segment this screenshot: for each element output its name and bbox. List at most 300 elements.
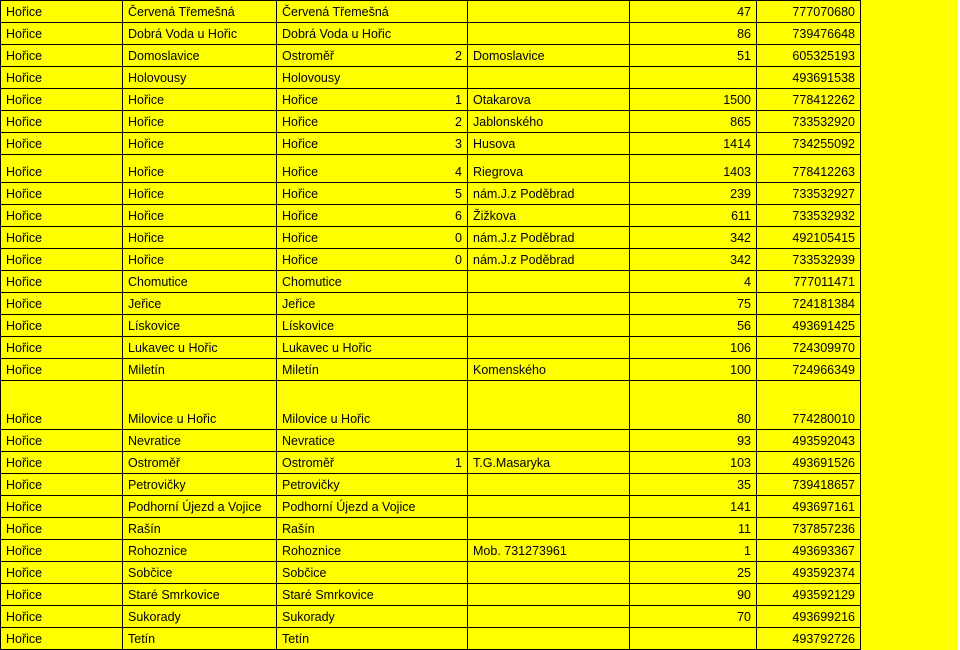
table-cell-c[interactable] <box>277 67 468 89</box>
cell-text-h: 737857236 <box>792 522 855 536</box>
table-cell-f[interactable] <box>468 23 630 45</box>
table-cell-c[interactable] <box>277 111 468 133</box>
cell-text-f: Mob. 731273961 <box>473 544 567 558</box>
cell-text-h: 733532939 <box>792 253 855 267</box>
table-cell-b[interactable] <box>123 540 277 562</box>
cell-text-h: 493693367 <box>792 544 855 558</box>
table-row <box>1 271 958 293</box>
cell-municipality-part: Rohoznice <box>282 544 342 558</box>
table-cell-h[interactable] <box>757 227 861 249</box>
cell-text-b: Nevratice <box>128 434 181 448</box>
table-cell-f[interactable] <box>468 111 630 133</box>
table-cell-g[interactable] <box>630 293 757 315</box>
cell-text-b: Červená Třemešná <box>128 5 235 19</box>
cell-text-a: Hořice <box>6 500 43 514</box>
table-cell-c[interactable] <box>277 496 468 518</box>
cell-municipality-part: Dobrá Voda u Hořic <box>282 27 392 41</box>
table-cell-b[interactable] <box>123 381 277 430</box>
table-cell-c[interactable] <box>277 271 468 293</box>
table-cell-g[interactable] <box>630 249 757 271</box>
table-cell-a[interactable] <box>1 540 123 562</box>
table-cell-h[interactable] <box>757 23 861 45</box>
cell-text-a: Hořice <box>6 137 43 151</box>
table-cell-g[interactable] <box>630 430 757 452</box>
table-cell-c[interactable] <box>277 452 468 474</box>
cell-text-a: Hořice <box>6 115 43 129</box>
cell-text-f: Otakarova <box>473 93 531 107</box>
cell-text-b: Podhorní Újezd a Vojice <box>128 500 262 514</box>
table-cell-f[interactable] <box>468 452 630 474</box>
table-cell-a[interactable] <box>1 293 123 315</box>
cell-municipality-part: Hořice <box>282 137 319 151</box>
table-cell-b[interactable] <box>123 271 277 293</box>
table-cell-c[interactable] <box>277 89 468 111</box>
table-cell-a[interactable] <box>1 359 123 381</box>
cell-municipality-part: Chomutice <box>282 275 342 289</box>
table-cell-g[interactable] <box>630 518 757 540</box>
cell-text-a: Hořice <box>6 341 43 355</box>
table-cell-b[interactable] <box>123 227 277 249</box>
table-row <box>1 540 958 562</box>
table-cell-g[interactable] <box>630 315 757 337</box>
cell-text-b: Sobčice <box>128 566 173 580</box>
cell-text-h: 605325193 <box>792 49 855 63</box>
cell-text-h: 493592374 <box>792 566 855 580</box>
table-cell-f[interactable] <box>468 496 630 518</box>
cell-text-b: Staré Smrkovice <box>128 588 220 602</box>
table-cell-a[interactable] <box>1 1 123 23</box>
table-cell-f[interactable] <box>468 293 630 315</box>
table-cell-b[interactable] <box>123 474 277 496</box>
table-cell-b[interactable] <box>123 67 277 89</box>
table-cell-f[interactable] <box>468 540 630 562</box>
table-row <box>1 452 958 474</box>
table-cell-g[interactable] <box>630 45 757 67</box>
cell-text-f: Domoslavice <box>473 49 545 63</box>
cell-municipality-part: Hořice <box>282 165 319 179</box>
table-row <box>1 183 958 205</box>
cell-text-a: Hořice <box>6 275 43 289</box>
table-cell-a[interactable] <box>1 227 123 249</box>
cell-text-a: Hořice <box>6 49 43 63</box>
table-cell-h[interactable] <box>757 452 861 474</box>
table-cell-b[interactable] <box>123 359 277 381</box>
table-cell-h[interactable] <box>757 540 861 562</box>
table-cell-g[interactable] <box>630 337 757 359</box>
cell-text-g: 865 <box>730 115 751 129</box>
cell-municipality-part: Hořice <box>282 209 319 223</box>
cell-text-h: 774280010 <box>792 412 855 426</box>
cell-text-b: Hořice <box>128 253 165 267</box>
cell-text-h: 778412263 <box>792 165 855 179</box>
table-cell-c[interactable] <box>277 183 468 205</box>
table-cell-h[interactable] <box>757 337 861 359</box>
cell-text-g: 90 <box>737 588 751 602</box>
cell-district-number: 4 <box>455 165 462 179</box>
table-cell-b[interactable] <box>123 337 277 359</box>
table-cell-a[interactable] <box>1 111 123 133</box>
table-cell-h[interactable] <box>757 111 861 133</box>
table-cell-h[interactable] <box>757 205 861 227</box>
table-cell-g[interactable] <box>630 452 757 474</box>
cell-municipality-part: Milovice u Hořic <box>282 412 371 426</box>
table-cell-b[interactable] <box>123 452 277 474</box>
cell-district-number: 1 <box>455 456 462 470</box>
table-row <box>1 23 958 45</box>
cell-text-g: 1414 <box>723 137 751 151</box>
cell-district-number: 3 <box>455 137 462 151</box>
table-cell-a[interactable] <box>1 183 123 205</box>
table-cell-g[interactable] <box>630 111 757 133</box>
table-cell-g[interactable] <box>630 23 757 45</box>
table-cell-g[interactable] <box>630 562 757 584</box>
table-cell-f[interactable] <box>468 89 630 111</box>
cell-text-g: 93 <box>737 434 751 448</box>
table-cell-b[interactable] <box>123 23 277 45</box>
table-cell-f[interactable] <box>468 359 630 381</box>
table-cell-b[interactable] <box>123 293 277 315</box>
table-cell-f[interactable] <box>468 249 630 271</box>
table-cell-g[interactable] <box>630 1 757 23</box>
table-cell-c[interactable] <box>277 23 468 45</box>
table-cell-a[interactable] <box>1 315 123 337</box>
table-cell-f[interactable] <box>468 315 630 337</box>
cell-district-number: 1 <box>455 93 462 107</box>
table-cell-g[interactable] <box>630 133 757 155</box>
cell-text-g: 80 <box>737 412 751 426</box>
table-cell-c[interactable] <box>277 45 468 67</box>
table-cell-c[interactable] <box>277 518 468 540</box>
table-cell-g[interactable] <box>630 227 757 249</box>
table-cell-f[interactable] <box>468 606 630 628</box>
cell-text-h: 493697161 <box>792 500 855 514</box>
table-row <box>1 111 958 133</box>
table-cell-f[interactable] <box>468 584 630 606</box>
table-row <box>1 293 958 315</box>
table-cell-h[interactable] <box>757 271 861 293</box>
table-row <box>1 205 958 227</box>
table-cell-b[interactable] <box>123 45 277 67</box>
table-cell-g[interactable] <box>630 584 757 606</box>
cell-text-a: Hořice <box>6 231 43 245</box>
table-cell-h[interactable] <box>757 249 861 271</box>
table-cell-h[interactable] <box>757 1 861 23</box>
table-cell-f[interactable] <box>468 271 630 293</box>
cell-district-number: 0 <box>455 253 462 267</box>
cell-text-h: 493691538 <box>792 71 855 85</box>
table-cell-b[interactable] <box>123 496 277 518</box>
cell-municipality-part: Podhorní Újezd a Vojice <box>282 500 416 514</box>
table-cell-b[interactable] <box>123 133 277 155</box>
table-cell-h[interactable] <box>757 359 861 381</box>
cell-municipality-part: Sobčice <box>282 566 327 580</box>
table-cell-a[interactable] <box>1 337 123 359</box>
table-cell-a[interactable] <box>1 606 123 628</box>
cell-municipality-part: Ostroměř <box>282 49 335 63</box>
table-cell-c[interactable] <box>277 584 468 606</box>
table-cell-a[interactable] <box>1 474 123 496</box>
cell-text-h: 724966349 <box>792 363 855 377</box>
table-cell-g[interactable] <box>630 271 757 293</box>
table-cell-c[interactable] <box>277 293 468 315</box>
table-cell-a[interactable] <box>1 133 123 155</box>
table-cell-a[interactable] <box>1 271 123 293</box>
table-cell-g[interactable] <box>630 89 757 111</box>
table-row <box>1 359 958 381</box>
table-cell-c[interactable] <box>277 540 468 562</box>
table-cell-b[interactable] <box>123 205 277 227</box>
table-cell-f[interactable] <box>468 562 630 584</box>
table-row <box>1 133 958 155</box>
table-cell-c[interactable] <box>277 1 468 23</box>
cell-municipality-part: Lískovice <box>282 319 335 333</box>
cell-municipality-part: Holovousy <box>282 71 341 85</box>
table-cell-g[interactable] <box>630 67 757 89</box>
cell-text-h: 734255092 <box>792 137 855 151</box>
cell-text-f: Jablonského <box>473 115 544 129</box>
table-body <box>1 1 958 650</box>
cell-text-h: 777011471 <box>793 275 855 289</box>
table-cell-a[interactable] <box>1 381 123 430</box>
cell-municipality-part: Hořice <box>282 187 319 201</box>
cell-municipality-part: Červená Třemešná <box>282 5 389 19</box>
cell-text-a: Hořice <box>6 363 43 377</box>
cell-text-g: 342 <box>730 231 751 245</box>
cell-text-a: Hořice <box>6 71 43 85</box>
cell-text-h: 739476648 <box>792 27 855 41</box>
cell-text-b: Hořice <box>128 165 165 179</box>
table-row <box>1 606 958 628</box>
cell-text-b: Lískovice <box>128 319 181 333</box>
table-cell-a[interactable] <box>1 584 123 606</box>
cell-district-number: 2 <box>455 115 462 129</box>
table-row <box>1 337 958 359</box>
table-cell-a[interactable] <box>1 45 123 67</box>
table-cell-h[interactable] <box>757 518 861 540</box>
cell-text-a: Hořice <box>6 522 43 536</box>
cell-text-b: Lukavec u Hořic <box>128 341 218 355</box>
table-cell-f[interactable] <box>468 381 630 430</box>
table-cell-f[interactable] <box>468 67 630 89</box>
table-cell-b[interactable] <box>123 111 277 133</box>
cell-municipality-part: Lukavec u Hořic <box>282 341 372 355</box>
cell-text-a: Hořice <box>6 27 43 41</box>
table-cell-g[interactable] <box>630 606 757 628</box>
table-cell-f[interactable] <box>468 183 630 205</box>
cell-text-f: T.G.Masaryka <box>473 456 551 470</box>
table-cell-a[interactable] <box>1 562 123 584</box>
table-cell-c[interactable] <box>277 249 468 271</box>
cell-text-g: 35 <box>737 478 751 492</box>
table-cell-h[interactable] <box>757 315 861 337</box>
cell-municipality-part: Hořice <box>282 231 319 245</box>
table-cell-h[interactable] <box>757 606 861 628</box>
table-cell-c[interactable] <box>277 227 468 249</box>
table-cell-g[interactable] <box>630 381 757 430</box>
cell-text-b: Milovice u Hořic <box>128 412 217 426</box>
table-cell-c[interactable] <box>277 606 468 628</box>
cell-text-g: 611 <box>731 209 751 223</box>
cell-text-g: 141 <box>730 500 751 514</box>
table-cell-b[interactable] <box>123 562 277 584</box>
cell-text-a: Hořice <box>6 209 43 223</box>
table-cell-a[interactable] <box>1 249 123 271</box>
table-cell-h[interactable] <box>757 474 861 496</box>
cell-text-a: Hořice <box>6 319 43 333</box>
cell-text-f: nám.J.z Poděbrad <box>473 187 575 201</box>
table-cell-h[interactable] <box>757 67 861 89</box>
cell-text-a: Hořice <box>6 93 43 107</box>
table-cell-h[interactable] <box>757 562 861 584</box>
cell-text-b: Ostroměř <box>128 456 181 470</box>
cell-text-g: 103 <box>730 456 751 470</box>
cell-text-a: Hořice <box>6 434 43 448</box>
table-cell-f[interactable] <box>468 1 630 23</box>
table-cell-f[interactable] <box>468 227 630 249</box>
cell-text-a: Hořice <box>6 566 43 580</box>
cell-text-b: Holovousy <box>128 71 187 85</box>
cell-text-h: 493691526 <box>792 456 855 470</box>
cell-text-g: 106 <box>730 341 751 355</box>
cell-district-number: 5 <box>455 187 462 201</box>
cell-text-f: Žižkova <box>473 209 517 223</box>
table-cell-g[interactable] <box>630 359 757 381</box>
cell-text-h: 739418657 <box>792 478 855 492</box>
table-cell-a[interactable] <box>1 452 123 474</box>
table-cell-f[interactable] <box>468 430 630 452</box>
table-cell-c[interactable] <box>277 337 468 359</box>
table-row <box>1 249 958 271</box>
cell-text-b: Hořice <box>128 115 165 129</box>
table-cell-c[interactable] <box>277 205 468 227</box>
cell-district-number: 6 <box>455 209 462 223</box>
cell-text-g: 239 <box>730 187 751 201</box>
cell-text-f: nám.J.z Poděbrad <box>473 231 575 245</box>
table-cell-b[interactable] <box>123 89 277 111</box>
table-cell-h[interactable] <box>757 133 861 155</box>
table-cell-a[interactable] <box>1 155 123 183</box>
table-cell-h[interactable] <box>757 430 861 452</box>
table-cell-b[interactable] <box>123 183 277 205</box>
cell-municipality-part: Sukorady <box>282 610 335 624</box>
cell-text-b: Rašín <box>128 522 161 536</box>
table-cell-c[interactable] <box>277 430 468 452</box>
table-cell-b[interactable] <box>123 584 277 606</box>
table-cell-a[interactable] <box>1 205 123 227</box>
cell-municipality-part: Jeřice <box>282 297 316 311</box>
table-cell-b[interactable] <box>123 249 277 271</box>
cell-text-g: 51 <box>737 49 751 63</box>
table-cell-c[interactable] <box>277 155 468 183</box>
table-cell-b[interactable] <box>123 606 277 628</box>
cell-text-h: 777070680 <box>792 5 855 19</box>
table-cell-h[interactable] <box>757 293 861 315</box>
table-row <box>1 315 958 337</box>
table-cell-b[interactable] <box>123 315 277 337</box>
table-cell-g[interactable] <box>630 205 757 227</box>
cell-text-b: Miletín <box>128 363 165 377</box>
cell-municipality-part: Tetín <box>282 632 310 646</box>
cell-text-h: 493699216 <box>792 610 855 624</box>
cell-text-a: Hořice <box>6 610 43 624</box>
table-cell-b[interactable] <box>123 1 277 23</box>
table-cell-a[interactable] <box>1 430 123 452</box>
table-cell-a[interactable] <box>1 518 123 540</box>
table-cell-g[interactable] <box>630 540 757 562</box>
table-cell-a[interactable] <box>1 496 123 518</box>
cell-municipality-part: Ostroměř <box>282 456 335 470</box>
cell-district-number: 0 <box>455 231 462 245</box>
table-cell-h[interactable] <box>757 381 861 430</box>
table-cell-h[interactable] <box>757 45 861 67</box>
table-cell-a[interactable] <box>1 23 123 45</box>
cell-municipality-part: Rašín <box>282 522 315 536</box>
table-cell-h[interactable] <box>757 89 861 111</box>
table-cell-a[interactable] <box>1 67 123 89</box>
cell-text-g: 4 <box>744 275 751 289</box>
table-cell-g[interactable] <box>630 155 757 183</box>
table-cell-c[interactable] <box>277 133 468 155</box>
table-cell-b[interactable] <box>123 155 277 183</box>
cell-text-b: Sukorady <box>128 610 181 624</box>
cell-text-h: 493691425 <box>792 319 855 333</box>
table-cell-h[interactable] <box>757 155 861 183</box>
table-cell-c[interactable] <box>277 562 468 584</box>
table-cell-f[interactable] <box>468 337 630 359</box>
table-cell-f[interactable] <box>468 133 630 155</box>
table-cell-c[interactable] <box>277 474 468 496</box>
table-cell-g[interactable] <box>630 474 757 496</box>
table-cell-h[interactable] <box>757 496 861 518</box>
table-row <box>1 155 958 183</box>
cell-text-a: Hořice <box>6 253 43 267</box>
table-cell-h[interactable] <box>757 183 861 205</box>
cell-text-b: Hořice <box>128 93 165 107</box>
cell-text-g: 25 <box>737 566 751 580</box>
cell-text-b: Hořice <box>128 187 165 201</box>
cell-text-h: 492105415 <box>792 231 855 245</box>
cell-text-h: 778412262 <box>792 93 855 107</box>
table-cell-f[interactable] <box>468 205 630 227</box>
table-cell-h[interactable] <box>757 584 861 606</box>
cell-text-a: Hořice <box>6 456 43 470</box>
table-cell-c[interactable] <box>277 315 468 337</box>
cell-text-a: Hořice <box>6 412 43 426</box>
table-cell-f[interactable] <box>468 518 630 540</box>
cell-district-number: 2 <box>455 49 462 63</box>
table-cell-g[interactable] <box>630 496 757 518</box>
cell-text-g: 1403 <box>723 165 751 179</box>
cell-text-g: 1500 <box>723 93 751 107</box>
table-cell-f[interactable] <box>468 474 630 496</box>
table-cell-f[interactable] <box>468 155 630 183</box>
cell-text-g: 86 <box>737 27 751 41</box>
table-cell-c[interactable] <box>277 381 468 430</box>
table-cell-a[interactable] <box>1 89 123 111</box>
table-row <box>1 496 958 518</box>
table-cell-g[interactable] <box>630 183 757 205</box>
cell-municipality-part: Petrovičky <box>282 478 340 492</box>
table-cell-c[interactable] <box>277 359 468 381</box>
table-row <box>1 430 958 452</box>
table-row <box>1 518 958 540</box>
table-cell-b[interactable] <box>123 430 277 452</box>
table-cell-f[interactable] <box>468 45 630 67</box>
table-row <box>1 562 958 584</box>
cell-text-h: 733532927 <box>792 187 855 201</box>
cell-municipality-part: Hořice <box>282 93 319 107</box>
table-cell-b[interactable] <box>123 518 277 540</box>
